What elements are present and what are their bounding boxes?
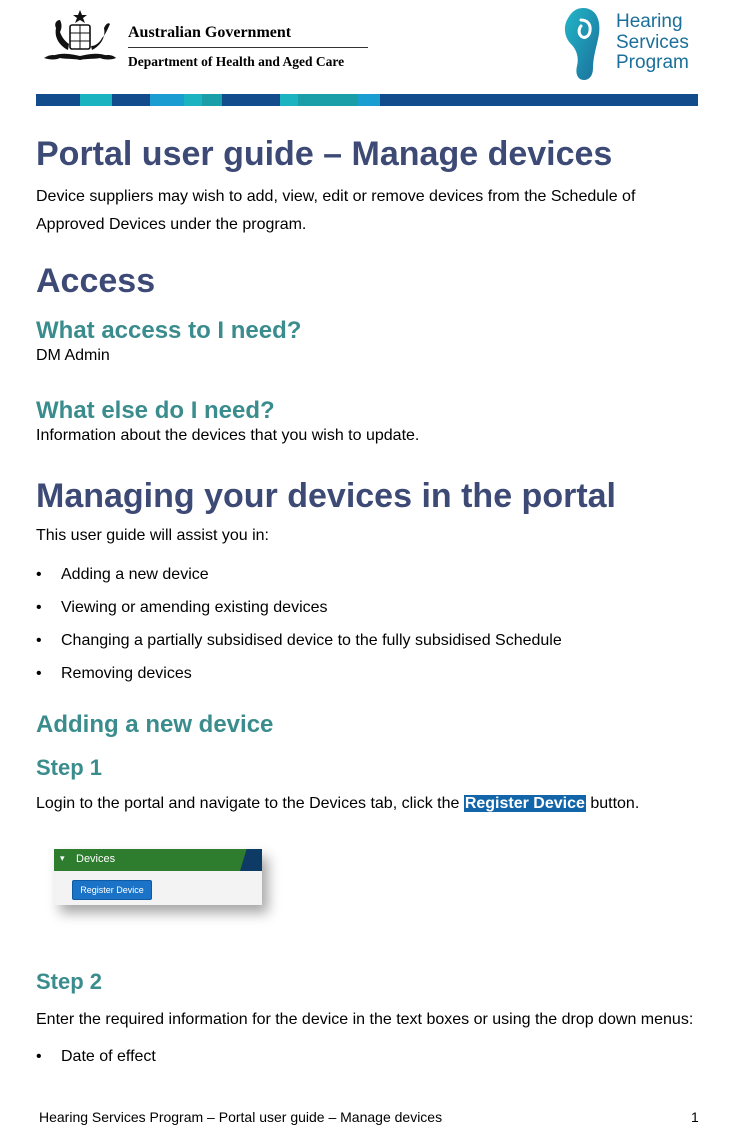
coat-of-arms-icon [38, 8, 122, 68]
step-1-heading: Step 1 [36, 755, 103, 780]
list-item: • Adding a new device [36, 558, 716, 591]
register-device-highlight: Register Device [464, 795, 585, 812]
step-2-text: Enter the required information for the device in the text boxes or using the drop down menus: [36, 1011, 694, 1028]
bar-segment [80, 94, 112, 106]
list-item: • Viewing or amending existing devices [36, 591, 716, 624]
intro-line-2: Approved Devices under the program. [36, 216, 307, 233]
access-question-2-heading: What else do I need? [36, 397, 275, 424]
header-color-bar [36, 94, 698, 106]
chevron-down-icon: ▾ [60, 853, 65, 863]
program-name-line-2: Services [616, 31, 689, 53]
intro-line-1: Device suppliers may wish to add, view, edit or remove devices from the Schedule of [36, 188, 636, 205]
program-name-text [616, 12, 726, 74]
register-device-button[interactable]: Register Device [72, 880, 152, 900]
hearing-services-logo-icon [563, 6, 601, 82]
access-answer-2: Information about the devices that you wish to update. [36, 427, 420, 444]
footer-text: Hearing Services Program – Portal user guide – Manage devices [39, 1109, 443, 1125]
step-1-text [36, 790, 726, 818]
branding-divider [128, 47, 368, 48]
department-name: Department of Health and Aged Care [128, 54, 345, 69]
access-question-1-heading: What access to I need? [36, 317, 302, 344]
list-item: • Removing devices [36, 657, 716, 690]
managing-heading: Managing your devices in the portal [36, 477, 616, 515]
bar-segment [184, 94, 202, 106]
program-name-line-3: Program [616, 52, 689, 73]
bar-segment [150, 94, 184, 106]
bar-segment [202, 94, 222, 106]
access-answer-1: DM Admin [36, 347, 110, 364]
bar-segment [280, 94, 298, 106]
page-title: Portal user guide – Manage devices [36, 135, 613, 173]
government-name: Australian Government [128, 24, 292, 41]
bar-segment [358, 94, 380, 106]
access-heading: Access [36, 262, 156, 300]
devices-tab-screenshot [54, 849, 262, 905]
step-1-text-pre: Login to the portal and navigate to the Devices tab, click the [36, 795, 460, 812]
list-item: • Date of effect [36, 1040, 716, 1073]
managing-bullet-list [36, 558, 716, 690]
bar-segment [222, 94, 280, 106]
bar-segment [112, 94, 150, 106]
step-2-heading: Step 2 [36, 969, 103, 994]
managing-intro: This user guide will assist you in: [36, 527, 269, 544]
page-number: 1 [691, 1109, 699, 1125]
bar-segment [380, 94, 698, 106]
devices-tab-label: Devices [76, 853, 116, 865]
step-1-text-post: button. [590, 795, 640, 812]
government-branding [128, 24, 368, 70]
adding-heading: Adding a new device [36, 711, 274, 738]
bar-segment [298, 94, 358, 106]
list-item: • Changing a partially subsidised device to the fully subsidised Schedule [36, 624, 716, 657]
intro-paragraph [36, 183, 716, 239]
bar-segment [36, 94, 80, 106]
program-name-line-1: Hearing [616, 11, 683, 32]
step-2-bullet-list [36, 1040, 716, 1073]
